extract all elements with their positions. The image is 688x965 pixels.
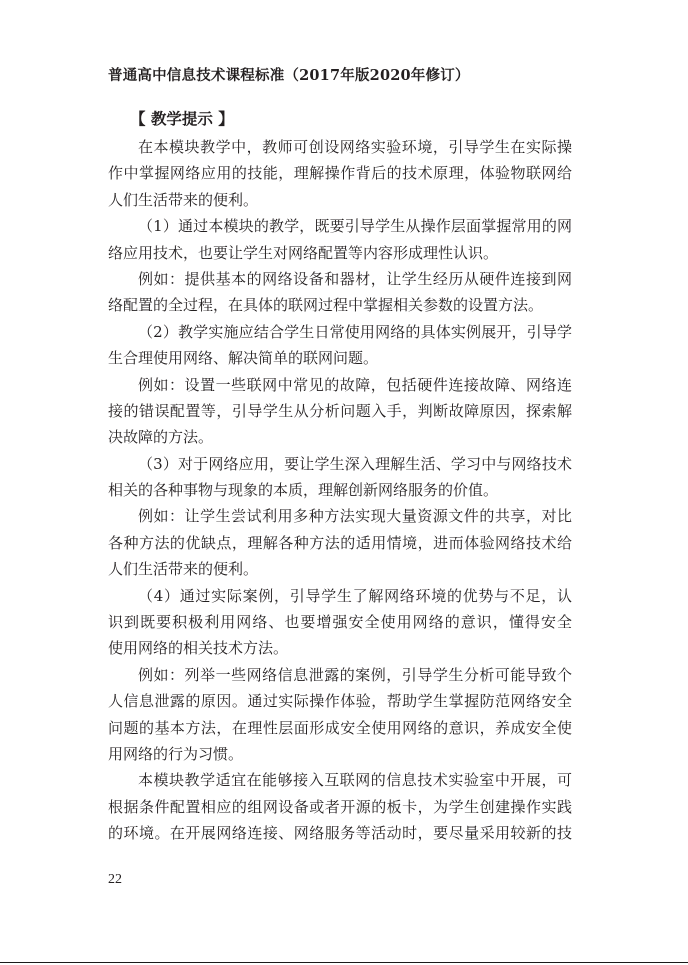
paragraph-line: 使用网络的相关技术方法。 (108, 639, 289, 658)
paragraph-line: 本模块教学适宜在能够接入互联网的信息技术实验室中开展，可 (138, 771, 572, 790)
paragraph (108, 662, 572, 768)
paragraph-line: 生合理使用网络、解决简单的联网问题。 (108, 349, 379, 368)
paragraph (108, 767, 572, 846)
paragraph-line: 人信息泄露的原因。通过实际操作体验，帮助学生掌握防范网络安全 (108, 692, 572, 711)
page-number: 22 (108, 872, 122, 887)
section-heading: 【 教学提示 】 (130, 109, 234, 128)
paragraph-line: 的环境。在开展网络连接、网络服务等活动时，要尽量采用较新的技 (108, 824, 572, 843)
paragraph-line: 识到既要积极利用网络、也要增强安全使用网络的意识，懂得安全 (108, 613, 572, 632)
paragraph-line: （4）通过实际案例，引导学生了解网络环境的优势与不足，认 (138, 586, 572, 605)
paragraph-line: 问题的基本方法，在理性层面形成安全使用网络的意识，养成安全使 (108, 718, 572, 737)
paragraph-line: 在本模块教学中，教师可创设网络实验环境，引导学生在实际操 (138, 138, 572, 156)
paragraph-line: 络配置的全过程，在具体的联网过程中掌握相关参数的设置方法。 (108, 296, 544, 315)
paragraph-line: 人们生活带来的便利。 (108, 560, 259, 579)
paragraph-line: （1）通过本模块的教学，既要引导学生从操作层面掌握常用的网 (138, 217, 572, 236)
paragraph-line: 络应用技术，也要让学生对网络配置等内容形成理性认识。 (108, 243, 499, 262)
paragraph (108, 372, 572, 451)
paragraph (108, 266, 572, 319)
paragraph (108, 134, 572, 213)
paragraph (108, 503, 572, 582)
running-header-title: 普通高中信息技术课程标准（2017年版2020年修订） (108, 67, 470, 84)
paragraph-line: 例如：提供基本的网络设备和器材，让学生经历从硬件连接到网 (138, 269, 572, 288)
paragraph-line: 接的错误配置等，引导学生从分析问题入手，判断故障原因，探索解 (108, 401, 572, 420)
paragraph-line: 根据条件配置相应的组网设备或者开源的板卡，为学生创建操作实践 (108, 797, 572, 816)
paragraph-line: （3）对于网络应用，要让学生深入理解生活、学习中与网络技术 (138, 454, 572, 473)
paragraph (108, 583, 572, 662)
paragraph-line: 例如：列举一些网络信息泄露的案例，引导学生分析可能导致个 (138, 665, 572, 684)
paragraph-line: 例如：让学生尝试利用多种方法实现大量资源文件的共享，对比 (138, 507, 572, 526)
paragraph-line: 用网络的行为习惯。 (108, 744, 244, 763)
paragraph-line: 人们生活带来的便利。 (108, 190, 259, 209)
paragraph-line: 各种方法的优缺点，理解各种方法的适用情境，进而体验网络技术给 (108, 533, 572, 552)
paragraph-line: （2）教学实施应结合学生日常使用网络的具体实例展开，引导学 (138, 322, 572, 341)
body-text (108, 106, 572, 847)
paragraph-list (108, 134, 572, 847)
paragraph-line: 相关的各种事物与现象的本质，理解创新网络服务的价值。 (108, 481, 499, 500)
paragraph (108, 451, 572, 504)
paragraph (108, 319, 572, 372)
bottom-divider (0, 962, 688, 963)
paragraph-line: 例如：设置一些联网中常见的故障，包括硬件连接故障、网络连 (138, 375, 572, 394)
paragraph (108, 213, 572, 266)
paragraph-line: 决故障的方法。 (108, 428, 214, 447)
paragraph-line: 作中掌握网络应用的技能，理解操作背后的技术原理，体验物联网给 (108, 164, 572, 183)
